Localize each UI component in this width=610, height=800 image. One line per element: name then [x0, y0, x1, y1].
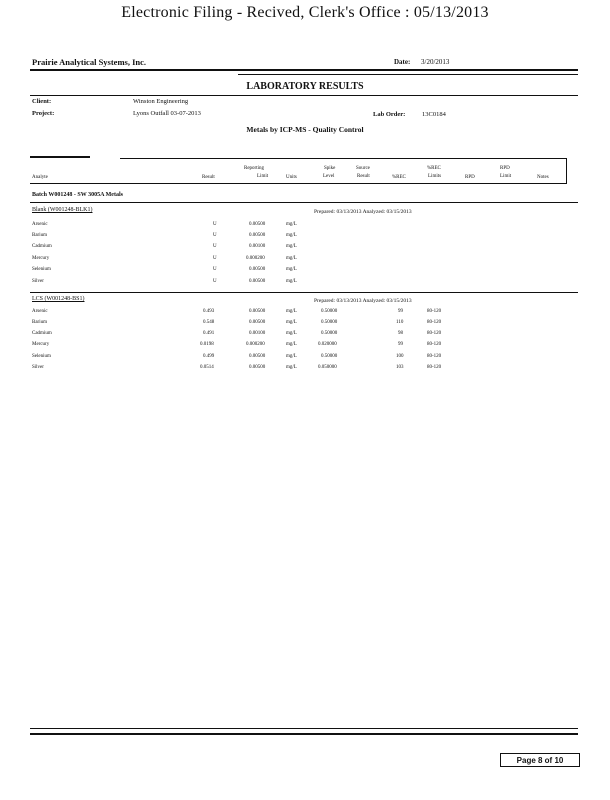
row-limit: 0.00500 [249, 309, 266, 314]
row-limit: 0.00500 [249, 233, 266, 238]
row-units: mg/L [286, 354, 297, 359]
project-label: Project: [32, 110, 55, 117]
row-result: U [213, 279, 217, 284]
row-limit: 0.00500 [249, 354, 266, 359]
row-spike: 0.50000 [321, 354, 338, 359]
col-rec: %REC [392, 175, 406, 180]
row-units: mg/L [286, 267, 297, 272]
row-result: U [213, 267, 217, 272]
row-limit: 0.00500 [249, 222, 266, 227]
col-source-1: Source [356, 166, 370, 171]
date-label: Date: [394, 58, 411, 66]
col-reporting-1: Reporting [244, 166, 264, 171]
col-reclimits-2: Limits [428, 174, 442, 179]
col-spike-1: Spike [324, 166, 336, 171]
lcs-label: LCS (W001248-BS1) [32, 296, 85, 302]
row-result: 0.548 [203, 320, 215, 325]
table-header-top-rule [30, 156, 90, 158]
row-spike: 0.020000 [318, 342, 337, 347]
row-limit: 0.000200 [246, 342, 265, 347]
section-subtitle: Metals by ICP-MS - Quality Control [246, 125, 364, 134]
title-rule [30, 95, 578, 96]
col-source-2: Result [357, 174, 370, 179]
row-limits: 80-120 [427, 342, 442, 347]
row-result: U [213, 222, 217, 227]
table-header-bottom-rule [30, 183, 567, 184]
col-units: Units [286, 175, 297, 180]
row-units: mg/L [286, 279, 297, 284]
row-units: mg/L [286, 320, 297, 325]
row-units: mg/L [286, 331, 297, 336]
row-units: mg/L [286, 342, 297, 347]
row-limits: 80-120 [427, 331, 442, 336]
batch-rule [30, 202, 578, 203]
lab-order-label: Lab Order: [373, 111, 406, 118]
filing-stamp: Electronic Filing - Recived, Clerk's Office : 05/13/2013 [121, 4, 489, 21]
date-value: 3/20/2013 [421, 58, 450, 66]
row-analyte: Selenium [32, 354, 51, 359]
row-rec: 110 [396, 320, 404, 325]
row-result: 0.499 [203, 354, 215, 359]
blank-label: Blank (W001248-BLK1) [32, 207, 93, 213]
company-name: Prairie Analytical Systems, Inc. [32, 57, 147, 67]
col-analyte: Analyte [32, 175, 48, 180]
row-analyte: Silver [32, 365, 44, 370]
row-rec: 100 [396, 354, 404, 359]
row-result: U [213, 233, 217, 238]
row-rec: 98 [398, 331, 403, 336]
row-analyte: Arsenic [32, 309, 48, 314]
batch-label: Batch W001248 - SW 3005A Metals [32, 192, 123, 198]
row-units: mg/L [286, 309, 297, 314]
row-analyte: Cadmium [32, 244, 52, 249]
report-title: LABORATORY RESULTS [246, 81, 364, 92]
row-spike: 0.50000 [321, 320, 338, 325]
client-value: Winston Engineering [133, 98, 189, 105]
row-limits: 80-120 [427, 354, 442, 359]
row-result: 0.0514 [200, 365, 214, 370]
col-result: Result [202, 175, 215, 180]
row-spike: 0.50000 [321, 309, 338, 314]
col-rpdlimit-1: RPD [500, 166, 510, 171]
lab-order-value: 13C0184 [422, 111, 446, 118]
row-analyte: Silver [32, 279, 44, 284]
row-analyte: Cadmium [32, 331, 52, 336]
col-reclimits-1: %REC [427, 166, 441, 171]
col-rpd: RPD [465, 175, 475, 180]
row-limit: 0.00100 [249, 331, 266, 336]
row-result: 0.0198 [200, 342, 214, 347]
row-units: mg/L [286, 233, 297, 238]
table-header-right-border [566, 158, 567, 184]
row-result: 0.493 [203, 309, 215, 314]
row-limit: 0.00500 [249, 365, 266, 370]
footer-rule-thin [30, 728, 578, 729]
row-limit: 0.00500 [249, 320, 266, 325]
row-analyte: Mercury [32, 342, 50, 347]
col-rpdlimit-2: Limit [500, 174, 512, 179]
row-rec: 103 [396, 365, 404, 370]
row-rec: 99 [398, 309, 403, 314]
col-reporting-2: Limit [257, 174, 269, 179]
project-value: Lyons Outfall 03-07-2013 [133, 110, 201, 117]
client-label: Client: [32, 98, 52, 105]
row-result: 0.491 [203, 331, 215, 336]
section-rule [30, 292, 578, 293]
row-limit: 0.00500 [249, 267, 266, 272]
row-units: mg/L [286, 222, 297, 227]
blank-prepared: Prepared: 03/13/2013 Analyzed: 03/15/2013 [314, 209, 412, 215]
lcs-prepared: Prepared: 03/13/2013 Analyzed: 03/15/2013 [314, 298, 412, 304]
row-units: mg/L [286, 365, 297, 370]
row-limit: 0.000200 [246, 256, 265, 261]
col-spike-2: Level [323, 174, 335, 179]
footer-rule-thick [30, 733, 578, 735]
row-analyte: Arsenic [32, 222, 48, 227]
row-spike: 0.50000 [321, 331, 338, 336]
page-number: Page 8 of 10 [500, 753, 580, 767]
row-analyte: Selenium [32, 267, 51, 272]
header-rule-thick [30, 69, 578, 71]
row-result: U [213, 244, 217, 249]
row-limit: 0.00100 [249, 244, 266, 249]
col-notes: Notes [537, 175, 549, 180]
row-analyte: Mercury [32, 256, 50, 261]
row-spike: 0.050000 [318, 365, 337, 370]
row-limits: 80-120 [427, 309, 442, 314]
row-result: U [213, 256, 217, 261]
row-analyte: Barium [32, 233, 47, 238]
row-limits: 80-120 [427, 320, 442, 325]
table-header-top-rule-right [120, 158, 567, 159]
row-units: mg/L [286, 256, 297, 261]
row-units: mg/L [286, 244, 297, 249]
row-rec: 99 [398, 342, 403, 347]
header-rule-thin [238, 74, 578, 75]
row-limit: 0.00500 [249, 279, 266, 284]
row-analyte: Barium [32, 320, 47, 325]
row-limits: 80-120 [427, 365, 442, 370]
